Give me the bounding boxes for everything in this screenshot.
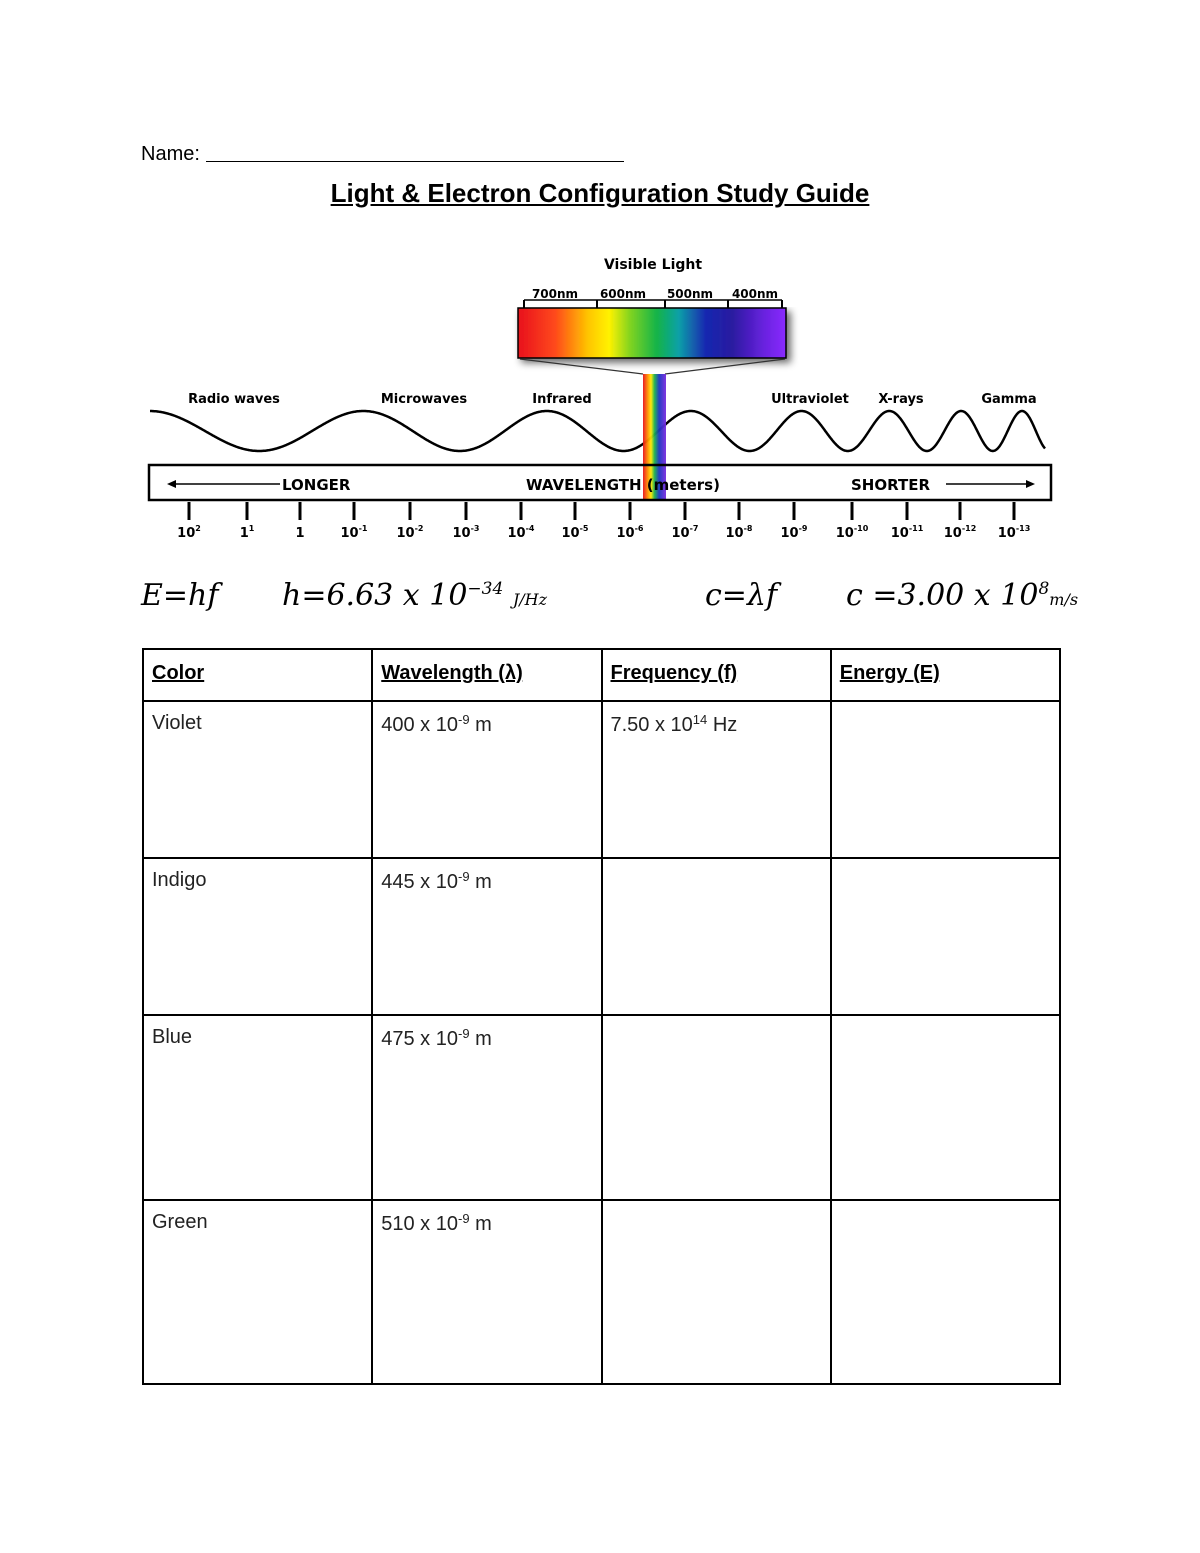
scale-tick-label: $10^{-6}$ bbox=[616, 524, 644, 541]
light-exponent: 8 bbox=[1038, 579, 1050, 599]
region-x-rays: X-rays bbox=[878, 392, 924, 407]
scale-tick-label: $10^{-9}$ bbox=[780, 524, 808, 541]
energy-cell[interactable] bbox=[831, 1200, 1060, 1384]
frequency-cell[interactable] bbox=[602, 858, 831, 1015]
nm-tick-label: 600nm bbox=[599, 287, 647, 301]
table-row bbox=[143, 701, 1060, 858]
em-wave bbox=[150, 411, 1045, 451]
scale-tick-label: $10^{-11}$ bbox=[890, 524, 924, 541]
formula-planck: h=6.63 x $10^{-34}$ J/Hz bbox=[282, 578, 548, 613]
wavelength-scale bbox=[177, 502, 1030, 541]
scale-tick-label: $10^{-5}$ bbox=[561, 524, 589, 541]
color-cell: Indigo bbox=[143, 858, 372, 1015]
frequency-cell[interactable] bbox=[602, 1200, 831, 1384]
scale-tick-label: $10^{-4}$ bbox=[507, 524, 535, 541]
name-blank[interactable] bbox=[206, 141, 624, 162]
region-ultraviolet: Ultraviolet bbox=[771, 392, 849, 407]
scale-tick-label: $10^{-10}$ bbox=[835, 524, 869, 541]
table-row bbox=[143, 858, 1060, 1015]
region-infrared: Infrared bbox=[532, 392, 592, 407]
bar-label-longer: LONGER bbox=[282, 476, 351, 494]
nm-tick-label: 400nm bbox=[731, 287, 779, 301]
region-radio-waves: Radio waves bbox=[188, 392, 280, 407]
color-cell: Blue bbox=[143, 1015, 372, 1200]
wavelength-cell: 400 x $10^{-9}$ m bbox=[372, 701, 601, 858]
table-row bbox=[143, 1200, 1060, 1384]
table-header-row bbox=[143, 649, 1060, 701]
formula-light-speed: c =3.00 x $10^8m/s$ bbox=[846, 578, 1079, 613]
planck-unit: J/Hz bbox=[512, 590, 548, 609]
header-color: Color bbox=[143, 649, 372, 701]
nm-tick-label: 500nm bbox=[666, 287, 714, 301]
light-data-table bbox=[142, 648, 1061, 1385]
color-cell: Green bbox=[143, 1200, 372, 1384]
scale-tick-label: $10^{-13}$ bbox=[997, 524, 1031, 541]
visible-spectrum-bar bbox=[518, 308, 786, 358]
bar-label-shorter: SHORTER bbox=[851, 476, 931, 494]
nm-ticks bbox=[524, 287, 782, 308]
color-cell: Violet bbox=[143, 701, 372, 858]
table-row bbox=[143, 1015, 1060, 1200]
light-unit: m/s bbox=[1049, 590, 1079, 609]
scale-tick-label: $10^{-2}$ bbox=[396, 524, 424, 541]
energy-cell[interactable] bbox=[831, 1015, 1060, 1200]
planck-exponent: −34 bbox=[467, 579, 504, 599]
energy-cell[interactable] bbox=[831, 858, 1060, 1015]
header-wavelength: Wavelength (λ) bbox=[372, 649, 601, 701]
header-energy: Energy (E) bbox=[831, 649, 1060, 701]
name-label: Name: bbox=[141, 143, 200, 165]
wavelength-cell: 510 x $10^{-9}$ m bbox=[372, 1200, 601, 1384]
name-field[interactable] bbox=[141, 141, 624, 166]
scale-tick-label: $1^1$ bbox=[239, 524, 255, 541]
region-gamma: Gamma bbox=[981, 392, 1037, 407]
bar-label-wavelength: WAVELENGTH (meters) bbox=[526, 476, 720, 494]
page-title: Light & Electron Configuration Study Guide bbox=[330, 178, 870, 208]
wavelength-cell: 475 x $10^{-9}$ m bbox=[372, 1015, 601, 1200]
scale-tick-label: $10^{-12}$ bbox=[943, 524, 977, 541]
region-microwaves: Microwaves bbox=[380, 392, 468, 407]
header-frequency: Frequency (f) bbox=[602, 649, 831, 701]
frequency-cell[interactable]: 7.50 x $10^{14}$ Hz bbox=[602, 701, 831, 858]
scale-tick-label: $10^2$ bbox=[177, 524, 201, 541]
scale-tick-label: $10^{-1}$ bbox=[340, 524, 368, 541]
wavelength-cell: 445 x $10^{-9}$ m bbox=[372, 858, 601, 1015]
visible-light-label: Visible Light bbox=[603, 257, 703, 273]
scale-tick-label: $10^{-8}$ bbox=[725, 524, 753, 541]
energy-cell[interactable] bbox=[831, 701, 1060, 858]
formula-wave: c=λf bbox=[705, 578, 778, 613]
frequency-cell[interactable] bbox=[602, 1015, 831, 1200]
em-spectrum-diagram bbox=[140, 248, 1060, 548]
scale-tick-label: 1 bbox=[295, 526, 305, 541]
formula-energy: E=hf bbox=[141, 578, 219, 613]
scale-tick-label: $10^{-3}$ bbox=[452, 524, 480, 541]
scale-tick-label: $10^{-7}$ bbox=[671, 524, 699, 541]
nm-tick-label: 700nm bbox=[531, 287, 579, 301]
